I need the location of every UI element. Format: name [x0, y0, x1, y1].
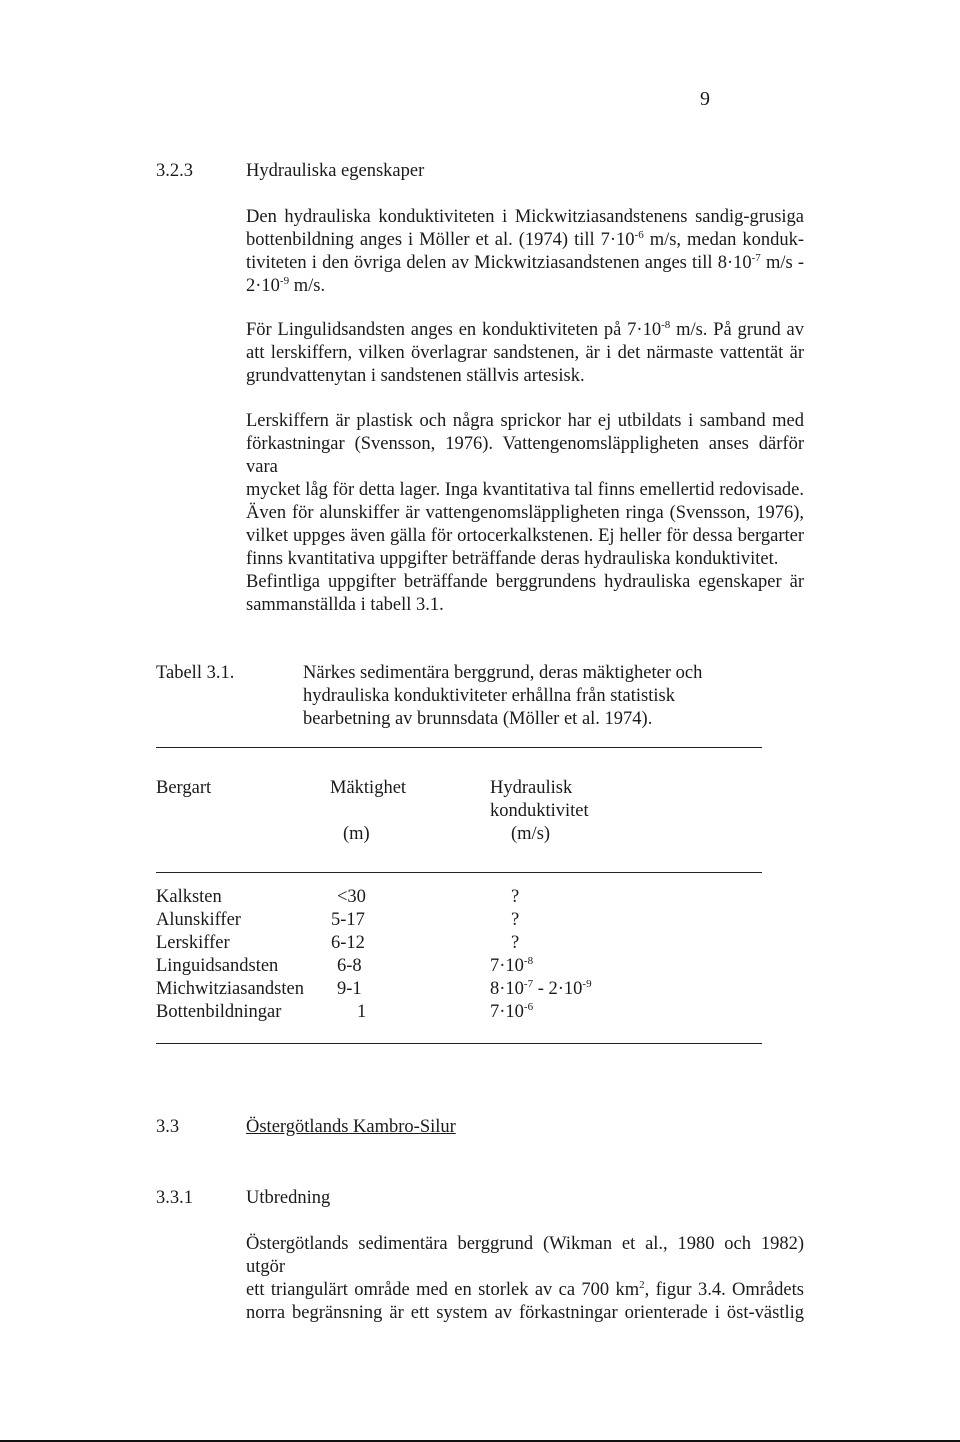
- text-line: Befintliga uppgifter beträffande berggrundens hydrauliska egenskaper är: [246, 572, 804, 592]
- table-row-bergart: Bottenbildningar: [156, 1002, 282, 1022]
- paragraph-mickwitzia: [246, 206, 804, 298]
- text-line: bottenbildning anges i Möller et al. (1974) till $7\cdot 10^{-6}$ m/s, medan konduk-: [246, 228, 804, 250]
- text-line: sammanställda i tabell 3.1.: [246, 595, 444, 615]
- text-line: Östergötlands sedimentära berggrund (Wikman et al., 1980 och 1982) utgör: [246, 1234, 804, 1277]
- text-line: Den hydrauliska konduktiviteten i Mickwitziasandstenens sandig-grusiga: [246, 207, 804, 227]
- caption-line: Närkes sedimentära berggrund, deras mäktigheter och: [303, 663, 703, 683]
- text-line: mycket låg för detta lager. Inga kvantitativa tal finns emellertid redovisade.: [246, 480, 804, 500]
- text-line: vilket uppges även gälla för ortocerkalkstenen. Ej heller för dessa bergarter: [246, 526, 804, 546]
- text-line: grundvattenytan i sandstenen ställvis artesisk.: [246, 366, 585, 386]
- text-line: ett triangulärt område med en storlek av ca 700 $km^2$, figur 3.4. Områdets: [246, 1278, 804, 1300]
- paragraph-lerskiffer: [246, 410, 804, 571]
- caption-line: hydrauliska konduktiviteter erhållna från statistisk: [303, 686, 675, 706]
- paragraph-befintliga: [246, 571, 804, 617]
- text-line: att lerskiffern, vilken överlagrar sandstenen, är i det närmaste vattentät är: [246, 343, 804, 363]
- table-row-bergart: Linguidsandsten: [156, 956, 279, 976]
- header-konduktivitet: konduktivitet: [490, 801, 589, 821]
- header-hydraulisk: Hydraulisk: [490, 778, 573, 798]
- table-row-maktighet: 5-17: [331, 910, 365, 930]
- section-number-3-3-1: 3.3.1: [156, 1188, 193, 1208]
- table-label: Tabell 3.1.: [156, 663, 235, 683]
- section-title-3-3-1: Utbredning: [246, 1188, 331, 1208]
- text-line: finns kvantitativa uppgifter beträffande deras hydrauliska konduktivitet.: [246, 549, 779, 569]
- table-bottom-rule: [156, 1043, 762, 1044]
- text-line: $2\cdot 10^{-9}$ m/s.: [246, 274, 326, 296]
- text-line: tiviteten i den övriga delen av Mickwitziasandstenen anges till $8\cdot 10^{-7}$ m/s -: [246, 251, 805, 273]
- table-row-maktighet: <30: [337, 887, 366, 907]
- table-row-bergart: Alunskiffer: [156, 910, 241, 930]
- table-row-bergart: Michwitziasandsten: [156, 979, 304, 999]
- table-caption: [303, 662, 773, 731]
- table-row-konduktivitet: ?: [511, 910, 520, 930]
- caption-line: bearbetning av brunnsdata (Möller et al. 1974).: [303, 709, 653, 729]
- text-line: Lerskiffern är plastisk och några sprickor har ej utbildats i samband med: [246, 411, 804, 431]
- text-line: För Lingulidsandsten anges en konduktiviteten på $7\cdot 10^{-8}$ m/s. På grund av: [246, 318, 804, 340]
- paragraph-ostergotland: [246, 1233, 804, 1325]
- section-number-3-2-3: 3.2.3: [156, 161, 193, 181]
- table-row-maktighet: 6-12: [331, 933, 365, 953]
- header-konduktivitet-unit: (m/s): [511, 824, 551, 844]
- table-row-maktighet: 9-1: [337, 979, 362, 999]
- table-row-konduktivitet: ?: [511, 887, 520, 907]
- paragraph-lingulid: [246, 319, 804, 388]
- table-row-bergart: Kalksten: [156, 887, 222, 907]
- header-maktighet: Mäktighet: [330, 778, 407, 798]
- page-number: 9: [700, 88, 710, 110]
- table-row-konduktivitet: $7\cdot 10^{-8}$: [490, 954, 534, 976]
- section-number-3-3: 3.3: [156, 1117, 180, 1137]
- text-line: Även för alunskiffer är vattengenomsläppligheten ringa (Svensson, 1976),: [246, 503, 804, 523]
- table-row-maktighet: 1: [357, 1002, 367, 1022]
- table-row-konduktivitet: $7\cdot 10^{-6}$: [490, 1000, 534, 1022]
- header-bergart: Bergart: [156, 778, 212, 798]
- table-row-konduktivitet: ?: [511, 933, 520, 953]
- section-title-3-2-3: Hydrauliska egenskaper: [246, 161, 425, 181]
- text-line: förkastningar (Svensson, 1976). Vattengenomsläppligheten anses därför vara: [246, 434, 804, 477]
- header-maktighet-unit: (m): [343, 824, 370, 844]
- table-row-konduktivitet: $8\cdot 10^{-7} - 2\cdot 10^{-9}$: [490, 977, 592, 999]
- table-top-rule: [156, 747, 762, 748]
- table-row-bergart: Lerskiffer: [156, 933, 230, 953]
- section-title-3-3: Östergötlands Kambro-Silur: [246, 1117, 456, 1137]
- table-row-maktighet: 6-8: [337, 956, 362, 976]
- table-header-rule: [156, 872, 762, 873]
- text-line: norra begränsning är ett system av förkastningar orienterade i öst-västlig: [246, 1303, 804, 1323]
